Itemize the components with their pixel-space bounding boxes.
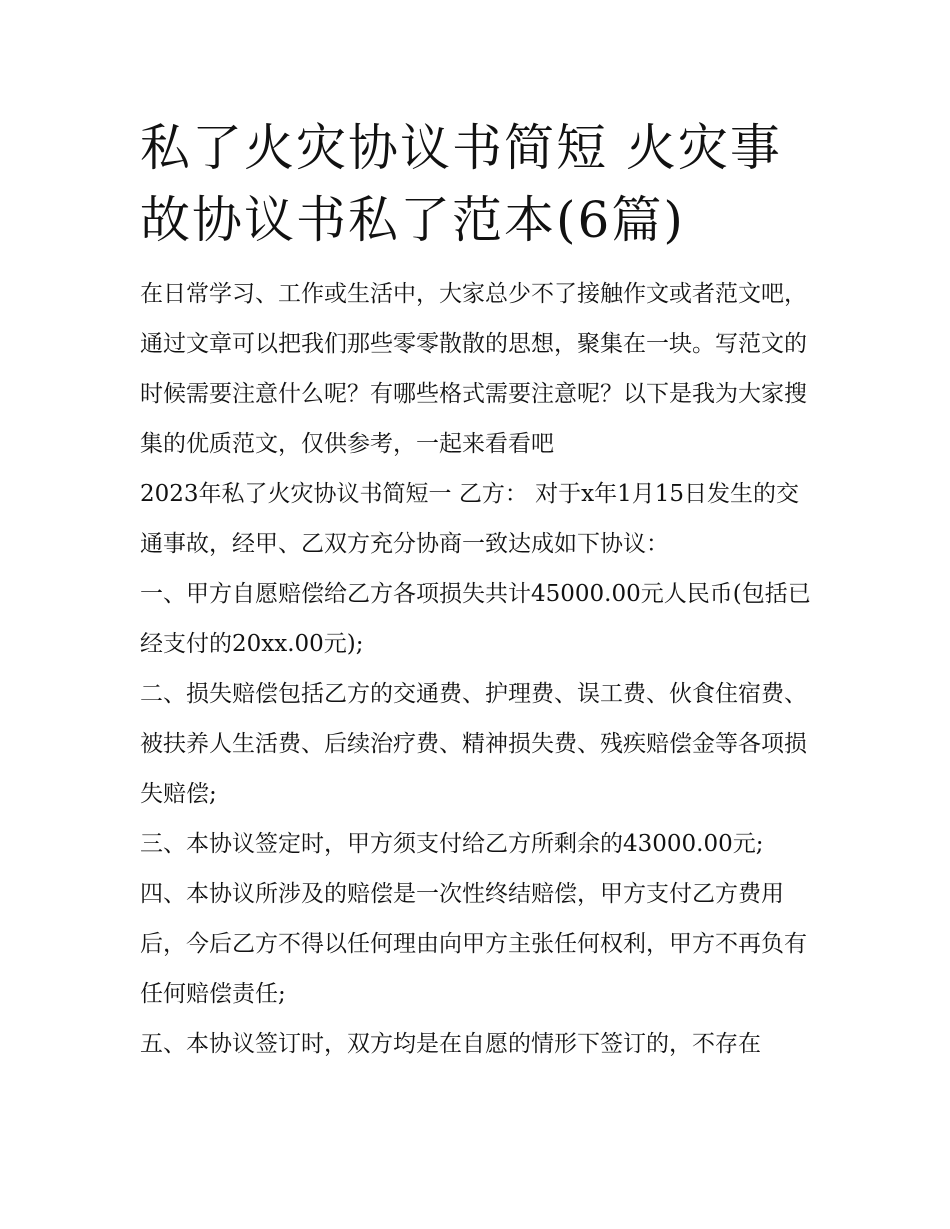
clause-1-paragraph: 一、甲方自愿赔偿给乙方各项损失共计45000.00元人民币(包括已经支付的20xx.00元); — [140, 581, 811, 657]
document-title: 私了火灾协议书简短 火灾事故协议书私了范本(6篇) — [140, 119, 782, 249]
clause-3-paragraph: 三、本协议签定时，甲方须支付给乙方所剩余的43000.00元; — [140, 831, 764, 857]
document-content — [140, 112, 820, 1069]
clause-2-paragraph: 二、损失赔偿包括乙方的交通费、护理费、误工费、伙食住宿费、被扶养人生活费、后续治疗费、精神损失费、残疾赔偿金等各项损失赔偿; — [140, 681, 807, 807]
agreement-intro-paragraph: 2023年私了火灾协议书简短一 乙方： 对于x年1月15日发生的交通事故，经甲、乙双方充分协商一致达成如下协议： — [140, 481, 800, 557]
document-body — [140, 269, 820, 1069]
clause-5-paragraph: 五、本协议签订时，双方均是在自愿的情形下签订的，不存在 — [140, 1031, 761, 1057]
intro-paragraph: 在日常学习、工作或生活中，大家总少不了接触作文或者范文吧，通过文章可以把我们那些零零散散的思想，聚集在一块。写范文的时候需要注意什么呢？有哪些格式需要注意呢？以下是我为大家搜集的优质范文，仅供参考，一起来看看吧 — [140, 281, 807, 457]
clause-4-paragraph: 四、本协议所涉及的赔偿是一次性终结赔偿，甲方支付乙方费用后，今后乙方不得以任何理由向甲方主张任何权利，甲方不再负有任何赔偿责任; — [140, 881, 807, 1007]
